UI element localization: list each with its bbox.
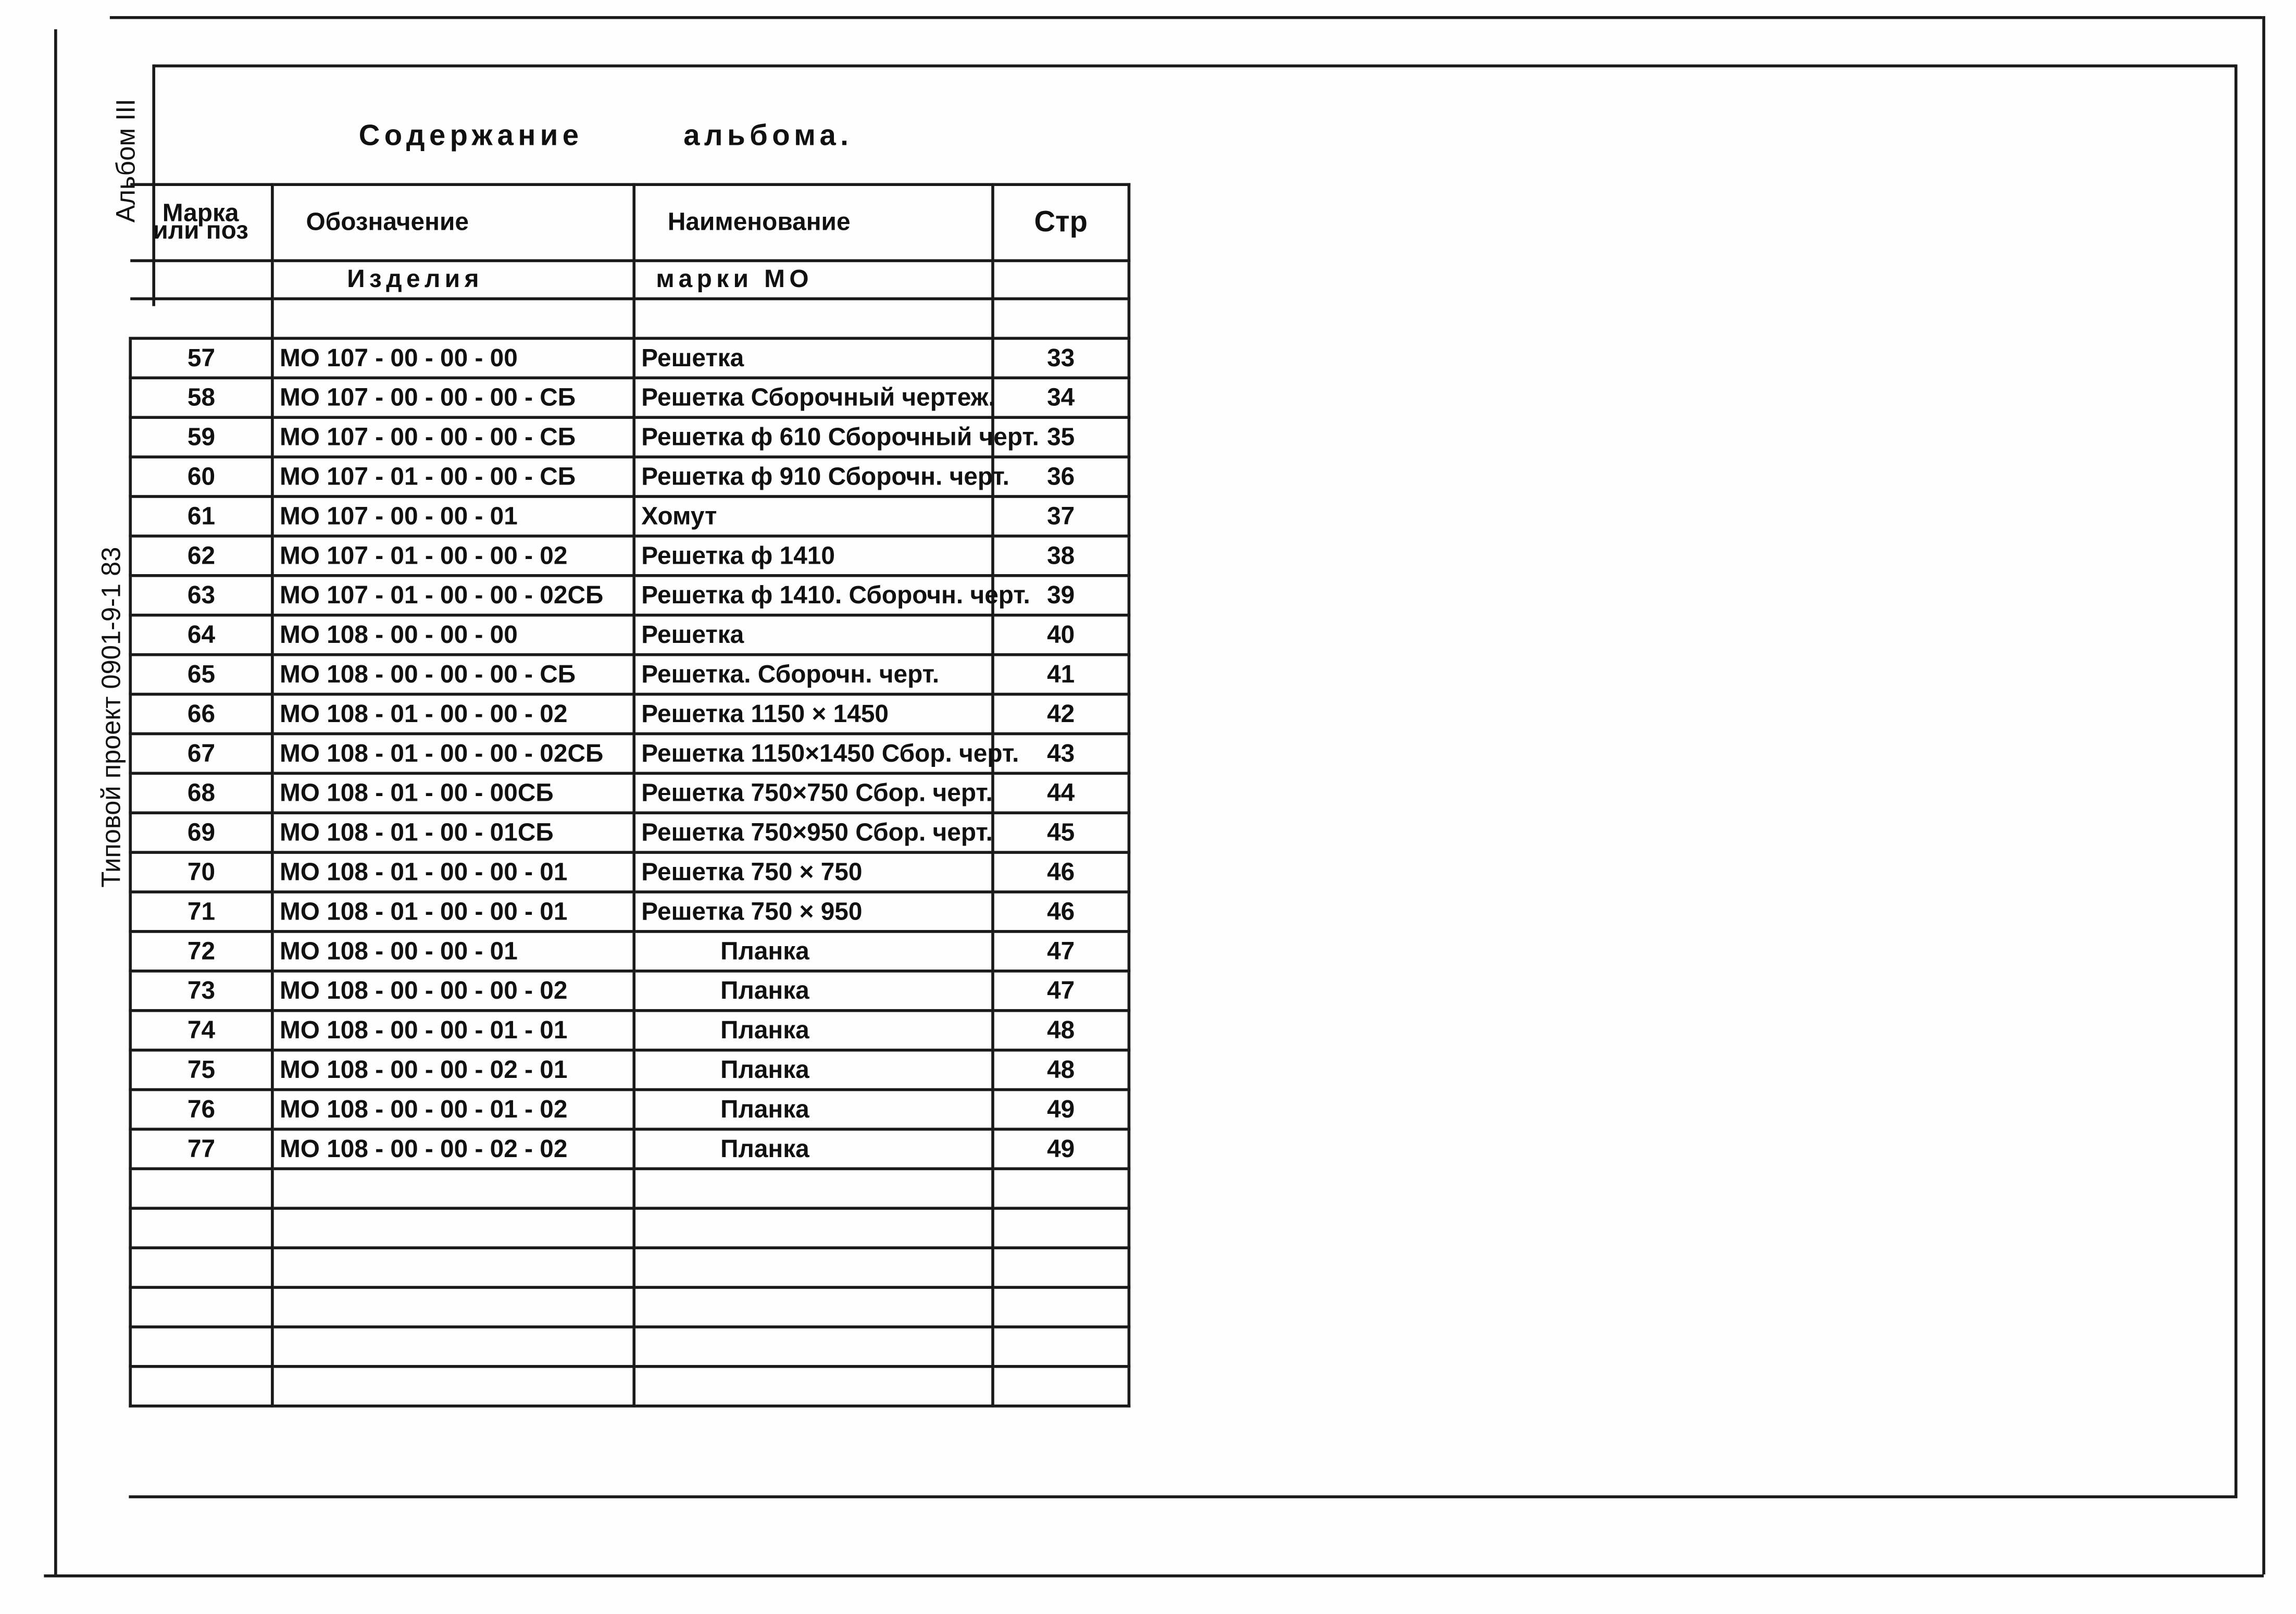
position-cell: 70 <box>130 852 272 892</box>
page-cell: 41 <box>993 655 1129 694</box>
empty-cell <box>634 1287 993 1327</box>
designation-cell: МО 107 - 00 - 00 - 00 - СБ <box>272 417 634 457</box>
name-cell: Планка <box>634 1011 993 1050</box>
table-row <box>130 655 1129 694</box>
empty-cell <box>993 1327 1129 1367</box>
empty-cell <box>993 1287 1129 1327</box>
page-cell: 42 <box>993 694 1129 734</box>
designation-cell: МО 107 - 01 - 00 - 00 - 02СБ <box>272 576 634 615</box>
subheader-designation: Изделия <box>272 260 634 299</box>
designation-cell: МО 108 - 00 - 00 - 02 - 01 <box>272 1050 634 1090</box>
empty-cell <box>993 1169 1129 1208</box>
table-row <box>130 417 1129 457</box>
name-cell: Решетка <box>634 338 993 378</box>
designation-cell: МО 107 - 00 - 00 - 00 - СБ <box>272 378 634 417</box>
designation-cell: МО 108 - 00 - 00 - 00 - СБ <box>272 655 634 694</box>
designation-cell: МО 107 - 01 - 00 - 00 - 02 <box>272 536 634 576</box>
empty-cell <box>130 1327 272 1367</box>
position-cell: 77 <box>130 1129 272 1169</box>
table-row <box>130 694 1129 734</box>
position-cell: 60 <box>130 457 272 496</box>
table-empty-row <box>130 1248 1129 1287</box>
table-row <box>130 1050 1129 1090</box>
empty-cell <box>634 1327 993 1367</box>
page-cell: 45 <box>993 813 1129 852</box>
header-page: Стр <box>993 184 1129 260</box>
name-cell: Решетка ф 910 Сборочн. черт. <box>634 457 993 496</box>
empty-cell <box>272 1208 634 1248</box>
name-cell: Решетка 750×750 Сбор. черт. <box>634 773 993 813</box>
empty-cell <box>993 1208 1129 1248</box>
table-empty-row <box>130 1367 1129 1406</box>
name-cell: Планка <box>634 1090 993 1129</box>
outer-frame-right <box>2262 16 2264 1574</box>
position-cell: 65 <box>130 655 272 694</box>
designation-cell: МО 108 - 01 - 00 - 00СБ <box>272 773 634 813</box>
empty-cell <box>634 1169 993 1208</box>
position-cell: 59 <box>130 417 272 457</box>
designation-cell: МО 108 - 00 - 00 - 01 - 01 <box>272 1011 634 1050</box>
page-cell: 49 <box>993 1129 1129 1169</box>
empty-cell <box>272 1367 634 1406</box>
outer-frame-left <box>54 29 56 1574</box>
table-row <box>130 773 1129 813</box>
designation-cell: МО 107 - 00 - 00 - 01 <box>272 496 634 536</box>
position-cell: 63 <box>130 576 272 615</box>
name-cell: Решетка 750×950 Сбор. черт. <box>634 813 993 852</box>
subheader-mark <box>130 260 272 299</box>
empty-cell <box>272 1327 634 1367</box>
table-row <box>130 892 1129 932</box>
table-row <box>130 932 1129 971</box>
project-label: Типовой проект 0901-9-1 83 <box>96 547 126 888</box>
name-cell: Решетка ф 1410. Сборочн. черт. <box>634 576 993 615</box>
position-cell: 71 <box>130 892 272 932</box>
blank-cell <box>634 299 993 338</box>
name-cell: Решетка ф 1410 <box>634 536 993 576</box>
table-row <box>130 496 1129 536</box>
table-row <box>130 378 1129 417</box>
empty-cell <box>634 1208 993 1248</box>
empty-cell <box>130 1248 272 1287</box>
blank-cell <box>993 299 1129 338</box>
position-cell: 57 <box>130 338 272 378</box>
designation-cell: МО 108 - 00 - 00 - 01 - 02 <box>272 1090 634 1129</box>
name-cell: Решетка ф 610 Сборочный черт. <box>634 417 993 457</box>
designation-cell: МО 108 - 00 - 00 - 00 - 02 <box>272 971 634 1011</box>
header-designation: Обозначение <box>272 184 634 260</box>
designation-cell: МО 108 - 01 - 00 - 00 - 02 <box>272 694 634 734</box>
designation-cell: МО 108 - 00 - 00 - 01 <box>272 932 634 971</box>
empty-cell <box>272 1248 634 1287</box>
position-cell: 64 <box>130 615 272 655</box>
table-row <box>130 734 1129 773</box>
designation-cell: МО 108 - 01 - 00 - 00 - 01 <box>272 892 634 932</box>
name-cell: Планка <box>634 1050 993 1090</box>
album-label: Альбом III <box>111 98 141 223</box>
blank-cell <box>130 299 272 338</box>
page-cell: 48 <box>993 1050 1129 1090</box>
position-cell: 62 <box>130 536 272 576</box>
table-row <box>130 338 1129 378</box>
header-mark: Марка или поз <box>130 184 272 260</box>
page-cell: 40 <box>993 615 1129 655</box>
name-cell: Хомут <box>634 496 993 536</box>
outer-frame-top <box>110 16 2262 18</box>
position-cell: 66 <box>130 694 272 734</box>
name-cell: Решетка 750 × 950 <box>634 892 993 932</box>
position-cell: 58 <box>130 378 272 417</box>
designation-cell: МО 108 - 00 - 00 - 00 <box>272 615 634 655</box>
name-cell: Решетка. Сборочн. черт. <box>634 655 993 694</box>
table-row <box>130 457 1129 496</box>
position-cell: 75 <box>130 1050 272 1090</box>
table-row <box>130 813 1129 852</box>
name-cell: Планка <box>634 1129 993 1169</box>
table-subheader-row <box>130 260 1129 299</box>
table-blank-row <box>130 299 1129 338</box>
position-cell: 76 <box>130 1090 272 1129</box>
designation-cell: МО 107 - 00 - 00 - 00 <box>272 338 634 378</box>
page-cell: 47 <box>993 971 1129 1011</box>
empty-cell <box>130 1367 272 1406</box>
inner-frame-top <box>154 65 2236 68</box>
designation-cell: МО 108 - 01 - 00 - 01СБ <box>272 813 634 852</box>
name-cell: Решетка <box>634 615 993 655</box>
page-cell: 34 <box>993 378 1129 417</box>
table-empty-row <box>130 1287 1129 1327</box>
empty-cell <box>634 1367 993 1406</box>
name-cell: Решетка Сборочный чертеж. <box>634 378 993 417</box>
table-row <box>130 1090 1129 1129</box>
name-cell: Решетка 1150×1450 Сбор. черт. <box>634 734 993 773</box>
name-cell: Решетка 750 × 750 <box>634 852 993 892</box>
empty-cell <box>130 1169 272 1208</box>
table-row <box>130 576 1129 615</box>
page-cell: 35 <box>993 417 1129 457</box>
outer-frame-bottom <box>44 1574 2264 1576</box>
page-cell: 43 <box>993 734 1129 773</box>
table-row <box>130 615 1129 655</box>
page-cell: 46 <box>993 852 1129 892</box>
subheader-name: марки МО <box>634 260 993 299</box>
empty-cell <box>634 1248 993 1287</box>
designation-cell: МО 107 - 01 - 00 - 00 - СБ <box>272 457 634 496</box>
table-row <box>130 536 1129 576</box>
table-row <box>130 1011 1129 1050</box>
position-cell: 61 <box>130 496 272 536</box>
header-name: Наименование <box>634 184 993 260</box>
table-empty-row <box>130 1169 1129 1208</box>
table-empty-row <box>130 1327 1129 1367</box>
title-word-2: альбома. <box>683 120 853 153</box>
position-cell: 73 <box>130 971 272 1011</box>
inner-frame-bottom <box>129 1495 2237 1498</box>
designation-cell: МО 108 - 00 - 00 - 02 - 02 <box>272 1129 634 1169</box>
page-cell: 37 <box>993 496 1129 536</box>
page-cell: 49 <box>993 1090 1129 1129</box>
table-header-row <box>130 184 1129 260</box>
table-row <box>130 1129 1129 1169</box>
name-cell: Решетка 1150 × 1450 <box>634 694 993 734</box>
page-cell: 33 <box>993 338 1129 378</box>
empty-cell <box>130 1208 272 1248</box>
subheader-page <box>993 260 1129 299</box>
page-cell: 36 <box>993 457 1129 496</box>
position-cell: 67 <box>130 734 272 773</box>
name-cell: Планка <box>634 971 993 1011</box>
page-cell: 47 <box>993 932 1129 971</box>
inner-frame-right <box>2235 65 2238 1497</box>
blank-cell <box>272 299 634 338</box>
page-cell: 38 <box>993 536 1129 576</box>
table-row <box>130 852 1129 892</box>
empty-cell <box>272 1287 634 1327</box>
table-row <box>130 971 1129 1011</box>
page-cell: 48 <box>993 1011 1129 1050</box>
page-cell: 39 <box>993 576 1129 615</box>
page-cell: 44 <box>993 773 1129 813</box>
designation-cell: МО 108 - 01 - 00 - 00 - 01 <box>272 852 634 892</box>
name-cell: Планка <box>634 932 993 971</box>
position-cell: 68 <box>130 773 272 813</box>
page-title <box>359 120 941 154</box>
contents-table <box>129 183 1130 1407</box>
empty-cell <box>993 1367 1129 1406</box>
empty-cell <box>993 1248 1129 1287</box>
title-word-1: Содержание <box>358 120 583 153</box>
designation-cell: МО 108 - 01 - 00 - 00 - 02СБ <box>272 734 634 773</box>
empty-cell <box>130 1287 272 1327</box>
table-empty-row <box>130 1208 1129 1248</box>
position-cell: 72 <box>130 932 272 971</box>
position-cell: 74 <box>130 1011 272 1050</box>
empty-cell <box>272 1169 634 1208</box>
position-cell: 69 <box>130 813 272 852</box>
page-cell: 46 <box>993 892 1129 932</box>
